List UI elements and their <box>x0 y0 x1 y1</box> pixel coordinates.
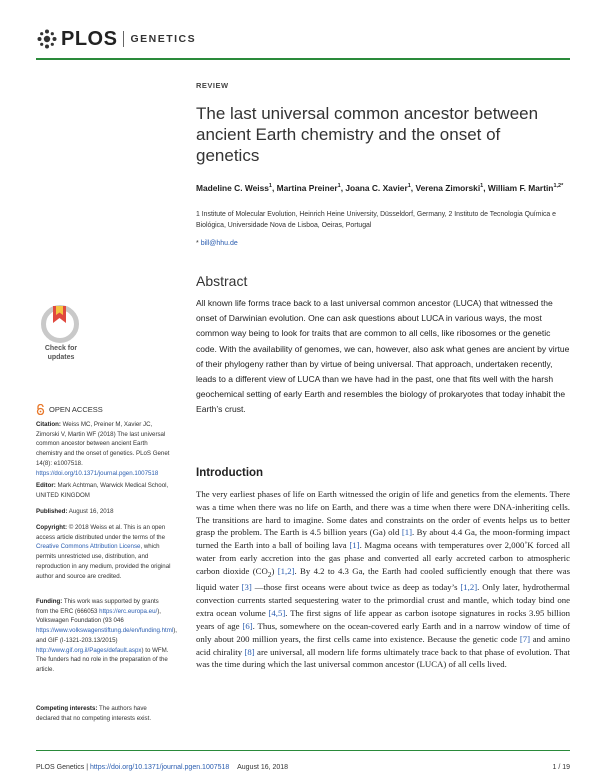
license-link[interactable]: Creative Commons Attribution License <box>36 543 141 551</box>
abstract-text: All known life forms trace back to a last universal common ancestor (LUCA) that witnessed the onset of Darwinian evolution. One can ask questions about LUCA in various ways, the most common way being to look for traits that are common to all cells, like ribosomes or the genetic code. With the availability of genomes, we can, however, also ask what genes are ancient by virtue of their phylogeny rather than by virtue of being universal. That approach, undertaken recently, leads to a different view of LUCA than we have had in the past, one that fits well with the harsh geochemical setting of early Earth and resembles the biology of prokaryotes that today inhabit the Earth’s crust. <box>196 298 570 415</box>
funding-block: Funding: This work was supported by grants from the ERC (666053 https://erc.europa.eu/), Volkswagen Foundation (93 046 https://www.volkswagenstiftung.de/en/funding.html), and GIF (I-1321-203.13/2015) http://www.gif.org.il/Pages/default.aspx) to WFM. The funders had no role in the preparation of the article. <box>36 598 177 673</box>
author-affiliation-mark: 1,2* <box>553 183 564 189</box>
check-updates-label[interactable]: Check for updates <box>44 345 78 361</box>
funding-link-erc[interactable]: https://erc.europa.eu/ <box>99 607 158 615</box>
funding-link-gif[interactable]: http://www.gif.org.il/Pages/default.aspx <box>36 646 142 654</box>
abstract-heading: Abstract <box>196 273 248 289</box>
reference-link[interactable]: [1] <box>401 527 413 538</box>
copyright-block: Copyright: © 2018 Weiss et al. This is an open access article distributed under the terms of the Creative Commons Attribution License, which permits unrestricted use, distribution, and reproduction in any medium, provided the original author and source are credited. <box>36 524 171 580</box>
introduction-text: The very earliest phases of life on Earth witnessed the origin of life and genetics from the elements. There was a time when there was no life on Earth, and there was a time when there were DNA-inheriting cells. The transitions are hard to imagine. Some dates and constraints on the order of events helps us to better grasp the problem. The Earth is 4.5 billion years (Ga) old [1]. By about 4.4 Ga, the moon-forming impact turned the Earth into a ball of boiling lava [1]. Magma oceans with temperatures over 2,000˚K forced all water from early accretion into the gas phase and converted all early accreted carbon to atmospheric carbon dioxide $(CO_2)$ [1,2]. By 4.2 to 4.3 Ga, the Earth had cooled sufficiently enough that there was liquid water [3] —those first oceans were about twice as deep as today’s [1,2]. Only later, hydrothermal convection currents started sequestering water to the primordial crust and mantle, which today bind one extra ocean volume [4,5]. The first signs of life appear as carbon isotope signatures in rocks 3.95 billion years of age [6]. Thus, somewhere on the ocean-covered early Earth and in a narrow window of time of only about 200 million years, the first cells came into existence. Because the genetic code [7] and amino acid chirality [8] are universal, all modern life forms ultimately trace back to that phase of evolution. That was the time during which the last universal common ancestor (LUCA) of all cells lived. <box>196 489 571 670</box>
open-access-badge <box>36 404 103 415</box>
affiliations: 1 Institute of Molecular Evolution, Heinrich Heine University, Düsseldorf, Germany, 2 Instituto de Tecnologia Química e Biológica, Universidade Nova de Lisboa, Oeiras, Portugal <box>196 211 557 229</box>
open-access-label: OPEN ACCESS <box>49 405 103 414</box>
author-name: Joana C. Xavier <box>345 182 408 193</box>
corresponding-email: * bill@hhu.de <box>196 240 238 247</box>
author-affiliation-mark: 1 <box>268 183 272 189</box>
page-number: 1 / 19 <box>552 764 570 771</box>
published-block: Published: August 16, 2018 <box>36 508 114 515</box>
journal-logo <box>36 25 196 53</box>
author-list: Madeline C. Weiss$^1$, Martina Preiner$^1$, Joana C. Xavier$^1$, Verena Zimorski$^1$, William F. Martin$^{1,2*}$ <box>196 182 564 193</box>
competing-interests-block: Competing interests: The authors have declared that no competing interests exist. <box>36 705 152 722</box>
article-type: REVIEW <box>196 81 229 90</box>
publisher-name: PLOS <box>61 27 118 50</box>
reference-link[interactable]: [7] <box>519 633 531 644</box>
plos-dots-icon <box>36 28 58 50</box>
footer-rule <box>36 750 570 751</box>
footer-journal: PLOS Genetics <box>36 764 85 771</box>
editor-block: Editor: Mark Achtman, Warwick Medical School, UNITED KINGDOM <box>36 482 169 499</box>
journal-name: GENETICS <box>130 33 197 45</box>
author-name: Madeline C. Weiss <box>196 182 269 193</box>
bookmark-icon <box>52 306 67 324</box>
citation-block: Citation: Weiss MC, Preiner M, Xavier JC, Zimorski V, Martin WF (2018) The last universal common ancestor between ancient Earth chemistry and the onset of genetics. PLoS Genet 14(8): e1007518. https://doi.org/10.1371/journal.pgen.1007518 <box>36 421 170 477</box>
funding-link-volkswagen[interactable]: https://www.volkswagenstiftung.de/en/funding.html <box>36 627 174 635</box>
email-link[interactable]: bill@hhu.de <box>200 240 238 247</box>
reference-link[interactable]: [4,5] <box>268 608 286 619</box>
footer-doi-link[interactable]: https://doi.org/10.1371/journal.pgen.1007518 <box>89 764 230 771</box>
author-name: Verena Zimorski <box>415 182 481 193</box>
reference-link[interactable]: [1] <box>349 540 360 551</box>
open-lock-icon <box>36 404 45 415</box>
footer-date: August 16, 2018 <box>237 764 289 771</box>
logo-divider <box>123 31 124 47</box>
author-name: Martina Preiner <box>276 182 338 193</box>
author-affiliation-mark: 1 <box>337 183 341 189</box>
reference-link[interactable]: [1,2] <box>277 565 295 576</box>
page-footer: PLOS Genetics | https://doi.org/10.1371/journal.pgen.1007518 August 16, 2018 <box>36 764 289 771</box>
reference-link[interactable]: [8] <box>244 646 255 657</box>
header-rule <box>36 58 570 60</box>
author-affiliation-mark: 1 <box>407 183 411 189</box>
reference-link[interactable]: [6] <box>242 620 253 631</box>
citation-doi-link[interactable]: https://doi.org/10.1371/journal.pgen.1007518 <box>36 469 159 477</box>
introduction-heading: Introduction <box>196 467 264 479</box>
reference-link[interactable]: [1,2] <box>460 582 478 593</box>
author-affiliation-mark: 1 <box>480 183 484 189</box>
author-name: William F. Martin <box>487 182 554 193</box>
reference-link[interactable]: [3] <box>241 582 252 593</box>
article-title: The last universal common ancestor between ancient Earth chemistry and the onset of genetics <box>196 104 539 165</box>
